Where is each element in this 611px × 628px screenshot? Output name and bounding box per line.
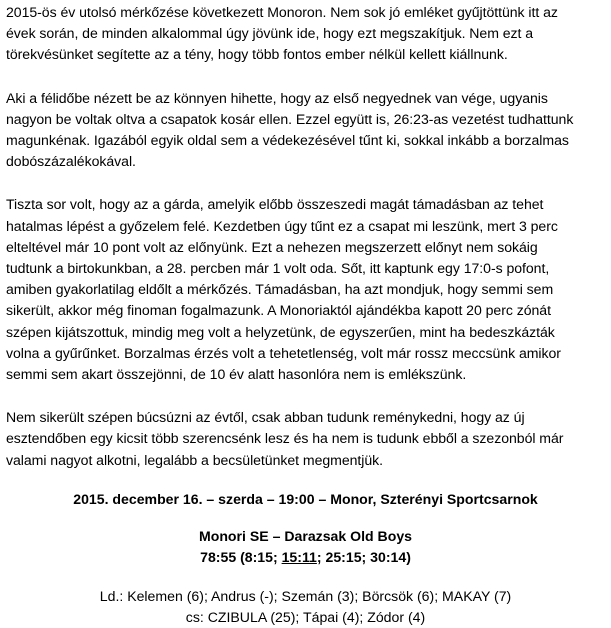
teams-line: Monori SE – Darazsak Old Boys: [198, 527, 413, 544]
final-score: 78:55: [200, 548, 237, 565]
game-info-line: 2015. december 16. – szerda – 19:00 – Monor, Szterényi Sportcsarnok: [73, 490, 538, 507]
quarter-score: 25:15: [325, 548, 362, 565]
article-paragraph-3: [6, 194, 605, 385]
text-line: esztendőben egy kicsit több szerencsénk lesz és ha nem is tudunk ebből a szezonból már: [6, 430, 564, 447]
quarter-score: 15:11: [281, 548, 317, 565]
match-result-block: [6, 526, 605, 568]
article-paragraph-2: [6, 88, 605, 173]
paragraph-spacer: [6, 66, 605, 88]
paragraph-spacer: [6, 385, 605, 407]
text-line: amiben gyakorlatilag eldőlt a mérkőzés. Támadásban, ha azt mondjuk, hogy semmi sem: [6, 281, 554, 298]
paragraph-spacer: [6, 172, 605, 194]
article-paragraph-4: [6, 407, 605, 471]
lineup-line-1: Ld.: Kelemen (6); Andrus (-); Szemán (3); Börcsök (6); MAKAY (7): [99, 587, 512, 604]
text-line: Tiszta sor volt, hogy az a gárda, amelyik előbb összeszedi magát támadásban az tehet: [6, 196, 544, 213]
lineup-block: [6, 586, 605, 628]
quarter-score: 30:14: [370, 548, 407, 565]
text-line: évek során, de minden alkalommal úgy jövünk ide, hogy ezt megszakítjuk. Nem ezt a: [6, 25, 534, 42]
text-line: hatalmas lépést a győzelem felé. Kezdetben úgy tűnt ez a csapat mi leszünk, mert 3 perc: [6, 217, 558, 234]
text-line: Nem sikerült szépen búcsúzni az évtől, csak abban tudunk reménykedni, hogy az új: [6, 409, 525, 426]
text-line: dobószázalékokával.: [6, 153, 136, 170]
lineup-line-2: cs: CZIBULA (25); Tápai (4); Zódor (4): [185, 608, 426, 625]
text-line: törekvésünket segítette az a tény, hogy több fontos ember nélkül kellett kiállnunk.: [6, 46, 508, 63]
text-line: nagyon be voltak oltva a csapatok kosár ellen. Ezzel együtt is, 26:23-as vezetést tudhattunk: [6, 110, 574, 127]
quarter-score: 8:15: [244, 548, 273, 565]
text-line: magunkénak. Igazából egyik oldal sem a védekezésével tűnt ki, sokkal inkább a borzalmas: [6, 132, 569, 149]
text-line: volna a gyűrűnket. Borzalmas érzés volt a tehetetlenség, volt már rossz meccsünk amikor: [6, 344, 561, 361]
article-paragraph-1: [6, 2, 605, 66]
text-line: tudtunk a birtokunkban, a 28. percben már 1 volt oda. Sőt, itt kaptunk egy 17:0-s pofont,: [6, 260, 550, 277]
text-line: valami nagyot alkotni, legalább a becsületünket megmentjük.: [6, 451, 384, 468]
text-line: elteltével már 10 pont volt az előnyünk. Ezt a nehezen megszerzett előnyt nem sokáig: [6, 238, 538, 255]
score-line: 78:55 (8:15; 15:11; 25:15; 30:14): [200, 548, 411, 565]
text-line: semmi sem akart összejönni, de 10 év alatt hasonlóra nem is emlékszünk.: [6, 366, 467, 383]
text-line: szépen kijátszottuk, mindig meg volt a helyzetünk, de egyszerűen, mint ha bedeszkázták: [6, 323, 555, 340]
text-line: 2015-ös év utolsó mérkőzése következett Monoron. Nem sok jó emléket gyűjtöttünk itt az: [6, 4, 558, 20]
text-line: Aki a félidőbe nézett be az könnyen hihette, hogy az első negyednek van vége, ugyanis: [6, 89, 548, 106]
text-line: sikerült, akkor még finoman fogalmazunk. A Monoriaktól ajándékba kapott 20 perc zónát: [6, 302, 551, 319]
